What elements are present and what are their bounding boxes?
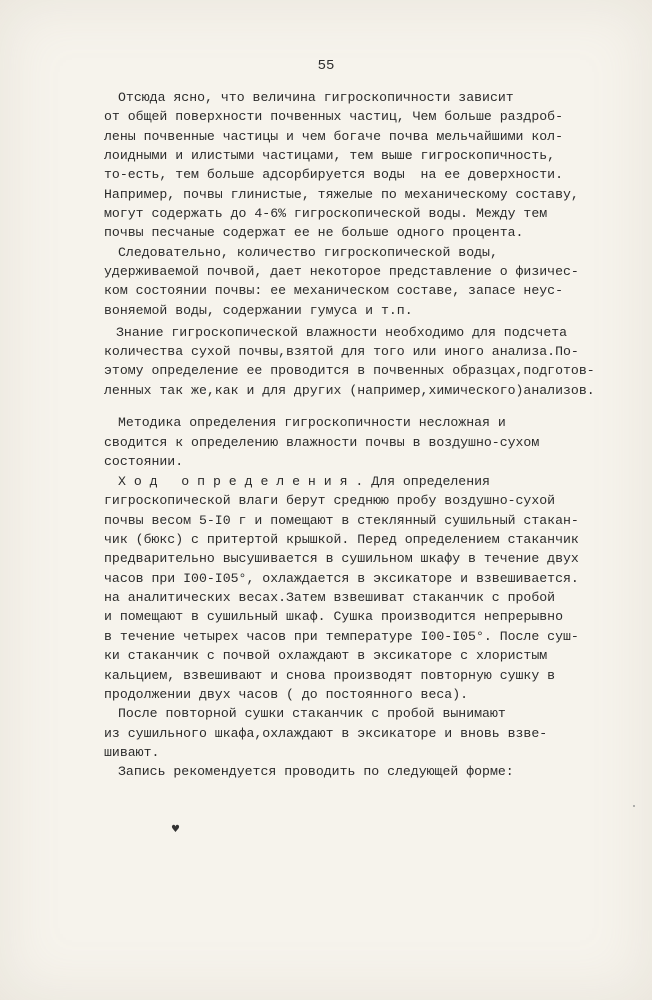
text-line: в течение четырех часов при температуре I00-I05°. После суш- [104,629,579,644]
text-line: Например, почвы глинистые, тяжелые по механическому составу, [104,187,579,202]
text-line: кальцием, взвешивают и снова производят повторную сушку в [104,668,556,683]
text-line: Методика определения гигроскопичности несложная и [118,415,506,430]
text-line: лены почвенные частицы и чем богаче почва мельчайшими кол- [104,129,563,144]
text-line: удерживаемой почвой, дает некоторое представление о физичес- [104,264,579,279]
text-line: почвы песчаные содержат ее не больше одного процента. [104,225,524,240]
text-line: этому определение ее проводится в почвенных образцах,подготов- [104,363,595,378]
text-line: сводится к определению влажности почвы в воздушно-сухом [104,435,540,450]
text-line: Х о д о п р е д е л е н и я . Для определения [118,474,490,489]
paper-speck [633,805,635,807]
text-line: После повторной сушки стаканчик с пробой вынимают [118,706,506,721]
text-line: ки стаканчик с почвой охлаждают в эксикаторе с хлористым [104,648,548,663]
text-line: лоидными и илистыми частицами, тем выше гигроскопичность, [104,148,556,163]
text-line: воняемой воды, содержании гумуса и т.п. [104,303,413,318]
text-line: то-есть, тем больше адсорбируется воды на ее доверхности. [104,167,563,182]
text-line: шивают. [104,745,160,760]
page-number: 55 [317,58,335,74]
ink-mark: ♥ [171,824,180,835]
text-line: Следовательно, количество гигроскопической воды, [118,245,498,260]
text-line: Запись рекомендуется проводить по следующей форме: [118,764,514,779]
text-line: предварительно высушивается в сушильном шкафу в течение двух [104,551,579,566]
text-line: ленных так же,как и для других (например,химического)анализов. [104,383,595,398]
text-line: состоянии. [104,454,184,469]
text-line: от общей поверхности почвенных частиц, Чем больше раздроб- [104,109,563,124]
text-line: гигроскопической влаги берут среднюю пробу воздушно-сухой [104,493,556,508]
text-line: Отсюда ясно, что величина гигроскопичности зависит [118,90,514,105]
text-line: на аналитических весах.Затем взвешиват стаканчик с пробой [104,590,556,605]
text-line: продолжении двух часов ( до постоянного веса). [104,687,469,702]
text-line: Знание гигроскопической влажности необходимо для подсчета [116,325,568,340]
text-line: почвы весом 5-I0 г и помещают в стеклянный сушильный стакан- [104,513,579,528]
text-line: и помещают в сушильный шкаф. Сушка производится непрерывно [104,609,563,624]
text-line: количества сухой почвы,взятой для того или иного анализа.По- [104,344,579,359]
text-line: ком состоянии почвы: ее механическом составе, запасе неус- [104,283,563,298]
text-line: часов при I00-I05°, охлаждается в эксикаторе и взвешивается. [104,571,579,586]
text-line: из сушильного шкафа,охлаждают в эксикаторе и вновь взве- [104,726,548,741]
text-line: могут содержать до 4-6% гигроскопической воды. Между тем [104,206,548,221]
text-line: чик (бюкс) с притертой крышкой. Перед определением стаканчик [104,532,579,547]
